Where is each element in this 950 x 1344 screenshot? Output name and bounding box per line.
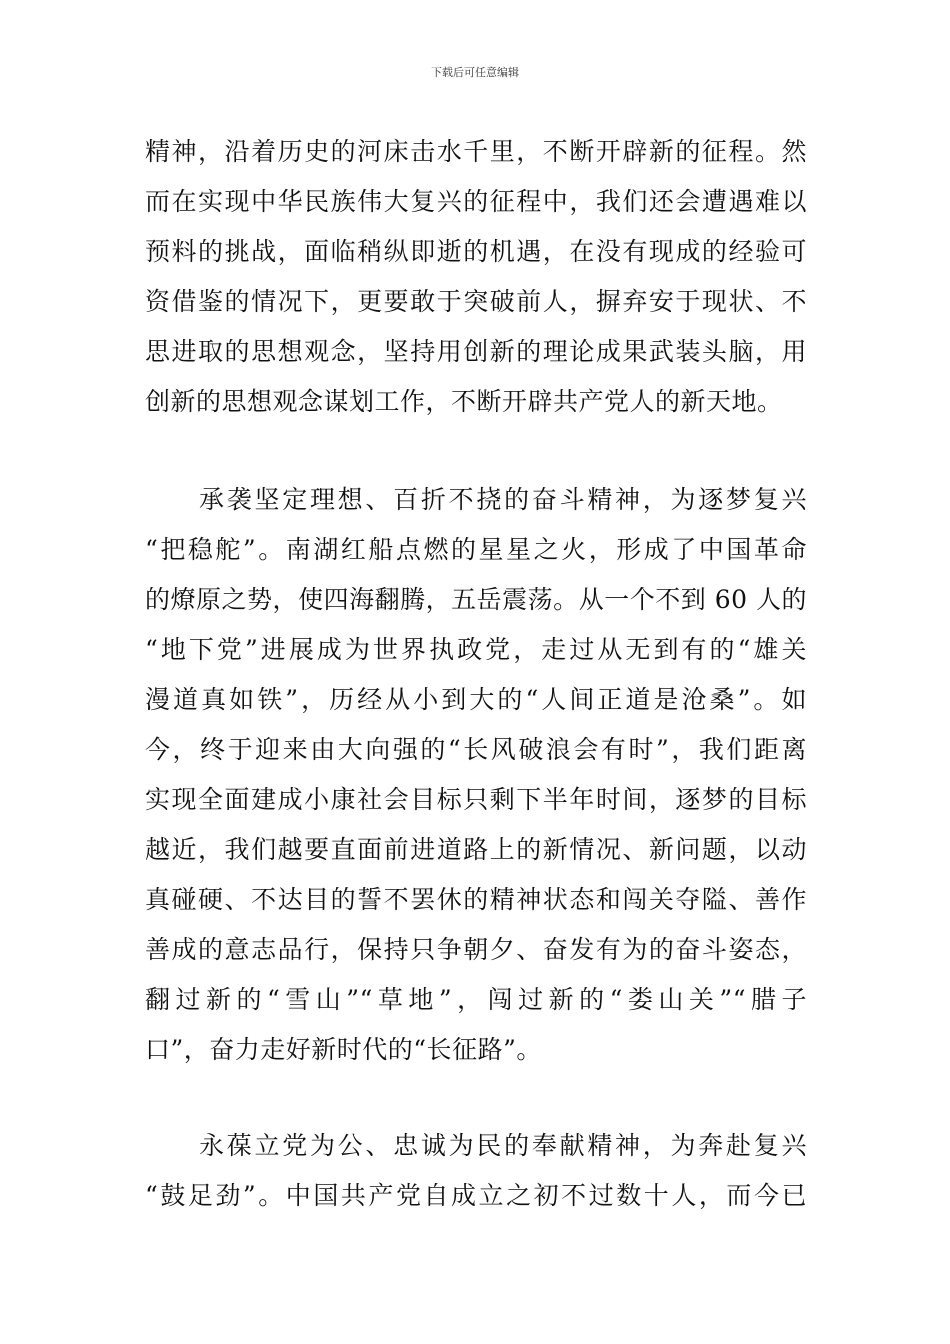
text-line: “把稳舵”。南湖红船点燃的星星之火，形成了中国革命: [145, 535, 807, 564]
page-header: 下载后可任意编辑: [431, 66, 519, 79]
text-line: 实现全面建成小康社会目标只剩下半年时间，逐梦的目标: [145, 785, 807, 814]
text-line: 永葆立党为公、忠诚为民的奉献精神，为奔赴复兴: [199, 1131, 807, 1160]
text-line: 思进取的思想观念，坚持用创新的理论成果武装头脑，用: [145, 337, 807, 366]
text-line: 翻过新的“雪山”“草地”，闯过新的“娄山关”“腊子: [145, 985, 807, 1014]
paragraph-3: [145, 1121, 807, 1221]
text-line: 承袭坚定理想、百折不挠的奋斗精神，为逐梦复兴: [199, 485, 807, 514]
text-line: 今，终于迎来由大向强的“长风破浪会有时”，我们距离: [145, 735, 807, 764]
text-line: 的燎原之势，使四海翻腾，五岳震荡。从一个不到 60 人的: [145, 585, 807, 614]
text-line: 而在实现中华民族伟大复兴的征程中，我们还会遭遇难以: [145, 187, 807, 216]
text-line: 漫道真如铁”，历经从小到大的“人间正道是沧桑”。如: [145, 685, 807, 714]
text-line: 越近，我们越要直面前进道路上的新情况、新问题，以动: [145, 835, 807, 864]
text-line: 精神，沿着历史的河床击水千里，不断开辟新的征程。然: [145, 137, 807, 166]
paragraph-2: [145, 475, 807, 1075]
paragraph-1: [145, 127, 807, 427]
text-line: 创新的思想观念谋划工作，不断开辟共产党人的新天地。: [145, 387, 783, 416]
text-line: 真碰硬、不达目的誓不罢休的精神状态和闯关夺隘、善作: [145, 885, 807, 914]
text-line: “鼓足劲”。中国共产党自成立之初不过数十人，而今已: [145, 1181, 807, 1210]
text-line: 预料的挑战，面临稍纵即逝的机遇，在没有现成的经验可: [145, 237, 807, 266]
text-line: 善成的意志品行，保持只争朝夕、奋发有为的奋斗姿态，: [145, 935, 807, 964]
text-line: 口”，奋力走好新时代的“长征路”。: [145, 1035, 542, 1064]
text-line: “地下党”进展成为世界执政党，走过从无到有的“雄关: [145, 635, 807, 664]
text-line: 资借鉴的情况下，更要敢于突破前人，摒弃安于现状、不: [145, 287, 807, 316]
